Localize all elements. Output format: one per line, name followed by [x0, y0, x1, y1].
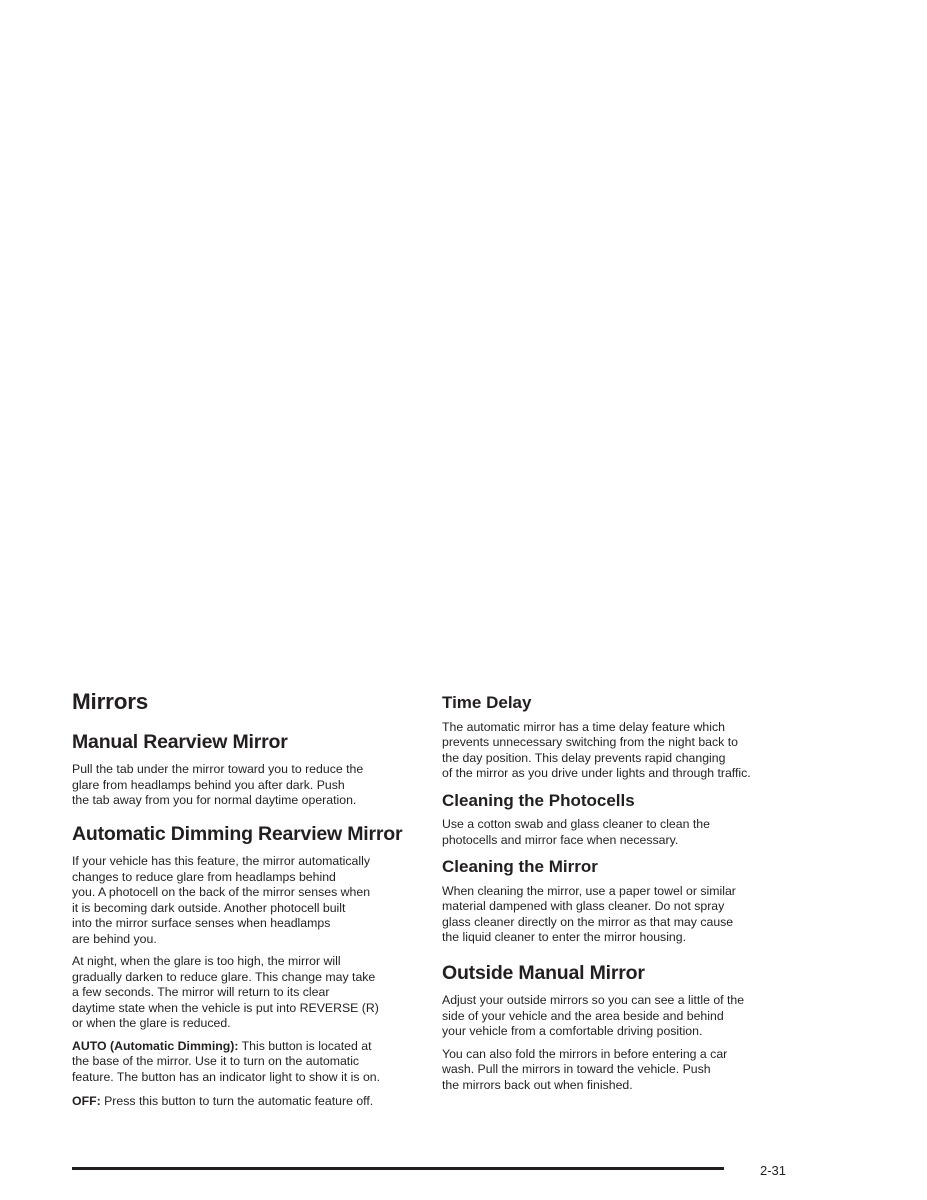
outside-mirror-heading: Outside Manual Mirror: [442, 961, 645, 984]
cleaning-mirror-paragraph: When cleaning the mirror, use a paper towel or similar material dampened with glass cleaner. Do not spray glass cleaner directly on the mirror as that may cause the liquid cleaner to enter the mirror housing.: [442, 883, 736, 945]
cleaning-photocells-paragraph: Use a cotton swab and glass cleaner to clean the photocells and mirror face when necessary.: [442, 817, 710, 847]
cleaning-photocells-heading: Cleaning the Photocells: [442, 790, 635, 810]
off-button-label: OFF:: [72, 1094, 101, 1109]
manual-mirror-heading: Manual Rearview Mirror: [72, 730, 288, 753]
auto-button-text: This button is located at the base of the mirror. Use it to turn on the automatic feature. The button has an indicator light to show it is on.: [72, 1038, 381, 1084]
time-delay-heading: Time Delay: [442, 693, 532, 712]
left-column: [72, 690, 422, 1117]
right-column: [442, 693, 797, 1100]
manual-mirror-paragraph: Pull the tab under the mirror toward you to reduce the glare from headlamps behind you after dark. Push the tab away from you for normal daytime operation.: [72, 762, 364, 808]
off-button-paragraph: [72, 1094, 422, 1110]
outside-mirror-paragraph-2: You can also fold the mirrors in before entering a car wash. Pull the mirrors in toward the vehicle. Push the mirrors back out when finished.: [442, 1046, 728, 1092]
off-button-text: Press this button to turn the automatic feature off.: [100, 1094, 374, 1109]
section-title: Mirrors: [72, 689, 149, 714]
auto-button-label: AUTO (Automatic Dimming):: [72, 1038, 239, 1053]
auto-dimming-paragraph-2: At night, when the glare is too high, the mirror will gradually darken to reduce glare. This change may take a few seconds. The mirror will return to its clear daytime state when the vehicle is put into REVERSE (R) or when the glare is reduced.: [72, 954, 379, 1031]
page-number: 2-31: [760, 1163, 787, 1178]
outside-mirror-paragraph-1: Adjust your outside mirrors so you can see a little of the side of your vehicle and the area beside and behind your vehicle from a comfortable driving position.: [442, 993, 745, 1039]
auto-dimming-paragraph-1: If your vehicle has this feature, the mirror automatically changes to reduce glare from headlamps behind you. A photocell on the back of the mirror senses when it is becoming dark outside. Another photocell built into the mirror surface senses when headlamps are behind you.: [72, 854, 371, 946]
cleaning-mirror-heading: Cleaning the Mirror: [442, 857, 598, 877]
time-delay-paragraph: The automatic mirror has a time delay feature which prevents unnecessary switching from the night back to the day position. This delay prevents rapid changing of the mirror as you drive under lights and through traffic.: [442, 719, 751, 781]
auto-button-paragraph: [72, 1039, 422, 1086]
footer-rule: [72, 1167, 724, 1170]
auto-dimming-heading: Automatic Dimming Rearview Mirror: [72, 822, 403, 845]
